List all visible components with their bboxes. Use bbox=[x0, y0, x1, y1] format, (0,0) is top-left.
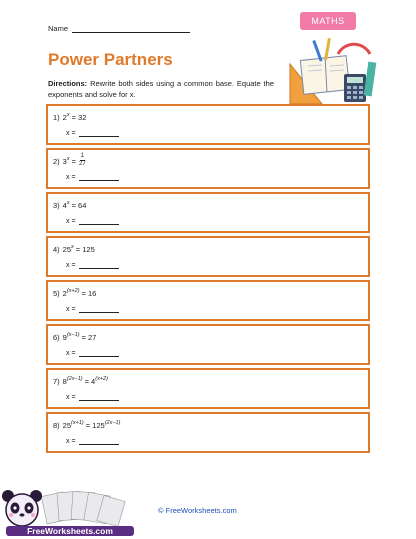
equation-exponent: x bbox=[71, 244, 74, 250]
equation-rhs: = 125 bbox=[85, 421, 105, 430]
problem-number: 4) bbox=[53, 245, 60, 254]
answer-row bbox=[66, 306, 119, 313]
fraction-denominator: 27 bbox=[78, 161, 86, 167]
problem-box bbox=[46, 368, 370, 409]
problem-number: 2) bbox=[53, 157, 60, 166]
directions bbox=[48, 78, 274, 100]
answer-label: x = bbox=[66, 438, 76, 445]
answer-line[interactable] bbox=[79, 218, 119, 225]
directions-label: Directions: bbox=[48, 79, 88, 88]
problem-number: 6) bbox=[53, 333, 60, 342]
answer-line[interactable] bbox=[79, 174, 119, 181]
problem-box bbox=[46, 104, 370, 145]
answer-line[interactable] bbox=[79, 394, 119, 401]
directions-text: Rewrite both sides using a common base. Equate the exponents and solve for x. bbox=[48, 79, 274, 99]
answer-line[interactable] bbox=[79, 350, 119, 357]
freeworksheets-panda-logo-icon bbox=[0, 484, 140, 539]
answer-label: x = bbox=[66, 350, 76, 357]
answer-label: x = bbox=[66, 306, 76, 313]
equation-rhs-exponent: (x+2) bbox=[95, 376, 108, 382]
problem-number: 3) bbox=[53, 201, 60, 210]
name-field bbox=[48, 24, 190, 33]
problem-equation bbox=[53, 245, 368, 254]
problem-box bbox=[46, 192, 370, 233]
problem-number: 7) bbox=[53, 377, 60, 386]
problem-equation bbox=[53, 377, 368, 386]
answer-label: x = bbox=[66, 174, 76, 181]
equation-base: 25 bbox=[62, 421, 72, 430]
answer-row bbox=[66, 438, 119, 445]
equation-rhs-exponent: (2x−1) bbox=[104, 420, 121, 426]
answer-row bbox=[66, 394, 119, 401]
equation-exponent: x bbox=[66, 112, 70, 118]
name-label: Name bbox=[48, 24, 69, 33]
problem-equation bbox=[53, 421, 368, 430]
answer-label: x = bbox=[66, 262, 76, 269]
answer-label: x = bbox=[66, 130, 76, 137]
answer-row bbox=[66, 174, 119, 181]
answer-row bbox=[66, 350, 119, 357]
equation-rhs: = 4 bbox=[84, 377, 96, 386]
equation-exponent: x bbox=[66, 200, 70, 206]
equation-base: 4 bbox=[62, 201, 67, 210]
copyright-link[interactable]: © FreeWorksheets.com bbox=[158, 506, 237, 515]
problem-box bbox=[46, 236, 370, 277]
answer-row bbox=[66, 262, 119, 269]
equation-exponent: x bbox=[66, 156, 70, 162]
problem-equation bbox=[53, 113, 368, 122]
math-supplies-illustration-icon bbox=[282, 36, 378, 106]
equation-base: 3 bbox=[62, 157, 67, 166]
problem-number: 5) bbox=[53, 289, 60, 298]
equation-base: 2 bbox=[62, 289, 67, 298]
problem-box bbox=[46, 148, 370, 189]
equation-base: 9 bbox=[62, 333, 67, 342]
answer-line[interactable] bbox=[79, 438, 119, 445]
equation-rhs: = 32 bbox=[71, 113, 87, 122]
equation-base: 8 bbox=[62, 377, 67, 386]
equation-rhs: = 125 bbox=[75, 245, 95, 254]
problem-equation bbox=[53, 153, 368, 172]
equation-base: 2 bbox=[62, 113, 67, 122]
equation-exponent: (x+2) bbox=[66, 288, 80, 294]
answer-line[interactable] bbox=[79, 262, 119, 269]
problem-equation bbox=[53, 333, 368, 342]
answer-line[interactable] bbox=[79, 130, 119, 137]
answer-row bbox=[66, 218, 119, 225]
equation-base: 25 bbox=[62, 245, 72, 254]
equation-rhs: = 27 bbox=[81, 333, 97, 342]
problem-box bbox=[46, 280, 370, 321]
svg-text:FreeWorksheets.com: FreeWorksheets.com bbox=[27, 526, 113, 536]
equation-rhs: = 64 bbox=[71, 201, 87, 210]
problem-box bbox=[46, 412, 370, 453]
problem-equation bbox=[53, 289, 368, 298]
answer-line[interactable] bbox=[79, 306, 119, 313]
equation-fraction bbox=[79, 153, 86, 168]
problem-number: 1) bbox=[53, 113, 60, 122]
problem-equation bbox=[53, 201, 368, 210]
name-line[interactable] bbox=[72, 25, 190, 33]
problem-box bbox=[46, 324, 370, 365]
fraction-numerator: 1 bbox=[80, 153, 84, 159]
maths-badge: MATHS bbox=[300, 12, 356, 30]
answer-row bbox=[66, 130, 119, 137]
answer-label: x = bbox=[66, 218, 76, 225]
equation-exponent: (x+1) bbox=[71, 420, 84, 426]
equation-exponent: (x−1) bbox=[66, 332, 80, 338]
equation-rhs: = 16 bbox=[81, 289, 97, 298]
worksheet-title: Power Partners bbox=[48, 50, 173, 69]
equation-exponent: (2x−1) bbox=[66, 376, 83, 382]
answer-label: x = bbox=[66, 394, 76, 401]
problem-list bbox=[46, 104, 370, 456]
equation-rhs: = bbox=[71, 157, 76, 166]
problem-number: 8) bbox=[53, 421, 60, 430]
